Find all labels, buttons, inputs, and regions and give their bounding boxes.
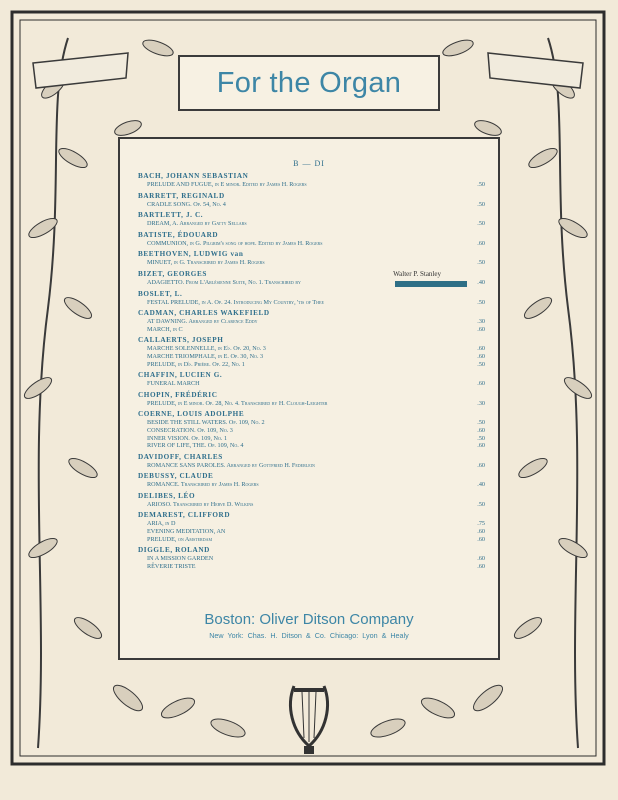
list-item	[138, 453, 485, 470]
list-item	[138, 270, 485, 287]
work-line: RIVER OF LIFE, THE. Op. 109, No. 4 .60	[147, 442, 485, 450]
list-item	[138, 410, 485, 449]
list-item	[138, 511, 485, 543]
work-line: BESIDE THE STILL WATERS. Op. 109, No. 2 .50	[147, 419, 485, 427]
list-item	[138, 492, 485, 509]
handwritten-name: Walter P. Stanley	[393, 269, 441, 278]
composer-name: BATISTE, ÉDOUARD	[138, 230, 219, 239]
page-title: For the Organ	[216, 66, 402, 99]
title-banner	[178, 55, 440, 111]
composer-name: CHOPIN, FRÉDÉRIC	[138, 390, 218, 399]
work-line: DREAM, A. Arranged by Gatty Sellars .50	[147, 220, 485, 228]
composer-name: CALLAERTS, JOSEPH	[138, 336, 224, 345]
composer-name: BOSLET, L.	[138, 289, 183, 298]
composer-name: DEBUSSY, CLAUDE	[138, 472, 214, 481]
work-line: PRELUDE, on Amsterdam .60	[147, 535, 485, 543]
list-item	[138, 371, 485, 388]
work-line: FESTAL PRELUDE, in A. Op. 24. Introducing My Country, 'tis of Thee .50	[147, 298, 485, 306]
work-line: ADAGIETTO. From L'Arlésienne Suite, No. 1. Transcribed by Walter P. Stanley .40	[147, 269, 485, 286]
catalog-panel	[118, 137, 500, 660]
work-line: PRELUDE, in E minor. Op. 28, No. 4. Transcribed by H. Clough-Leighter .30	[147, 399, 485, 407]
list-item	[138, 336, 485, 368]
work-line: INNER VISION. Op. 109, No. 1 .50	[147, 434, 485, 442]
composer-name: BACH, JOHANN SEBASTIAN	[138, 172, 249, 180]
composer-name: CHAFFIN, LUCIEN G.	[138, 371, 223, 380]
composer-name: DEMAREST, CLIFFORD	[138, 511, 231, 520]
work-line: EVENING MEDITATION, AN .60	[147, 528, 485, 536]
work-line: PRELUDE AND FUGUE, in E minor. Edited by James H. Rogers .50	[147, 181, 485, 188]
ink-scribble	[395, 281, 467, 287]
list-item	[138, 211, 485, 228]
section-heading: B — DI	[293, 159, 325, 168]
publisher-branches: New York: Chas. H. Ditson & Co. Chicago: Lyon & Healy	[209, 631, 409, 640]
list-item	[138, 472, 485, 489]
list-item	[138, 309, 485, 333]
composer-name: BARRETT, REGINALD	[138, 191, 225, 200]
work-line: MARCHE TRIOMPHALE, in E. Op. 30, No. 3 .60	[147, 352, 485, 360]
work-line: MINUET, in G. Transcribed by James H. Rogers .50	[147, 259, 485, 267]
composer-name: DAVIDOFF, CHARLES	[138, 452, 223, 461]
composer-name: BIZET, GEORGES	[138, 269, 207, 278]
work-line: ROMANCE SANS PAROLES. Arranged by Gottfried H. Federlein .60	[147, 461, 485, 469]
work-line: MARCH, in C .60	[147, 325, 485, 333]
composer-name: COERNE, LOUIS ADOLPHE	[138, 410, 245, 419]
composer-name: CADMAN, CHARLES WAKEFIELD	[138, 309, 270, 318]
work-line: FUNERAL MARCH .60	[147, 380, 485, 388]
work-line: MARCHE SOLENNELLE, in E♭. Op. 20, No. 3 .60	[147, 345, 485, 353]
list-item	[138, 391, 485, 408]
work-line: ROMANCE. Transcribed by James H. Rogers .40	[147, 481, 485, 489]
list-item	[138, 290, 485, 307]
work-line: CRADLE SONG. Op. 54, No. 4 .50	[147, 200, 485, 208]
work-line: COMMUNION, in G. Pilgrim's song of hope. Edited by James H. Rogers .60	[147, 239, 485, 247]
composer-name: DIGGLE, ROLAND	[138, 546, 210, 555]
list-item	[138, 231, 485, 248]
work-line: PRELUDE, in D♭. Prière. Op. 22, No. 1 .50	[147, 360, 485, 368]
list-item	[138, 250, 485, 267]
work-line: CONSECRATION. Op. 109, No. 3 .60	[147, 426, 485, 434]
lyre-icon	[286, 676, 332, 756]
work-line: ARIA, in D .75	[147, 520, 485, 528]
publisher-name: Boston: Oliver Ditson Company	[204, 611, 414, 628]
composer-name: DELIBES, LÉO	[138, 491, 196, 500]
list-item	[138, 546, 485, 570]
work-line: ARIOSO. Transcribed by Herve D. Wilkins .50	[147, 500, 485, 508]
composer-name: BARTLETT, J. C.	[138, 211, 204, 220]
list-item	[138, 192, 485, 209]
list-item	[138, 172, 485, 189]
work-line: RÊVERIE TRISTE .60	[147, 562, 485, 570]
composer-name: BEETHOVEN, LUDWIG van	[138, 250, 244, 259]
work-line: IN A MISSION GARDEN .60	[147, 555, 485, 563]
catalog-listing	[138, 172, 485, 573]
work-line: AT DAWNING. Arranged by Clarence Eddy .30	[147, 318, 485, 326]
